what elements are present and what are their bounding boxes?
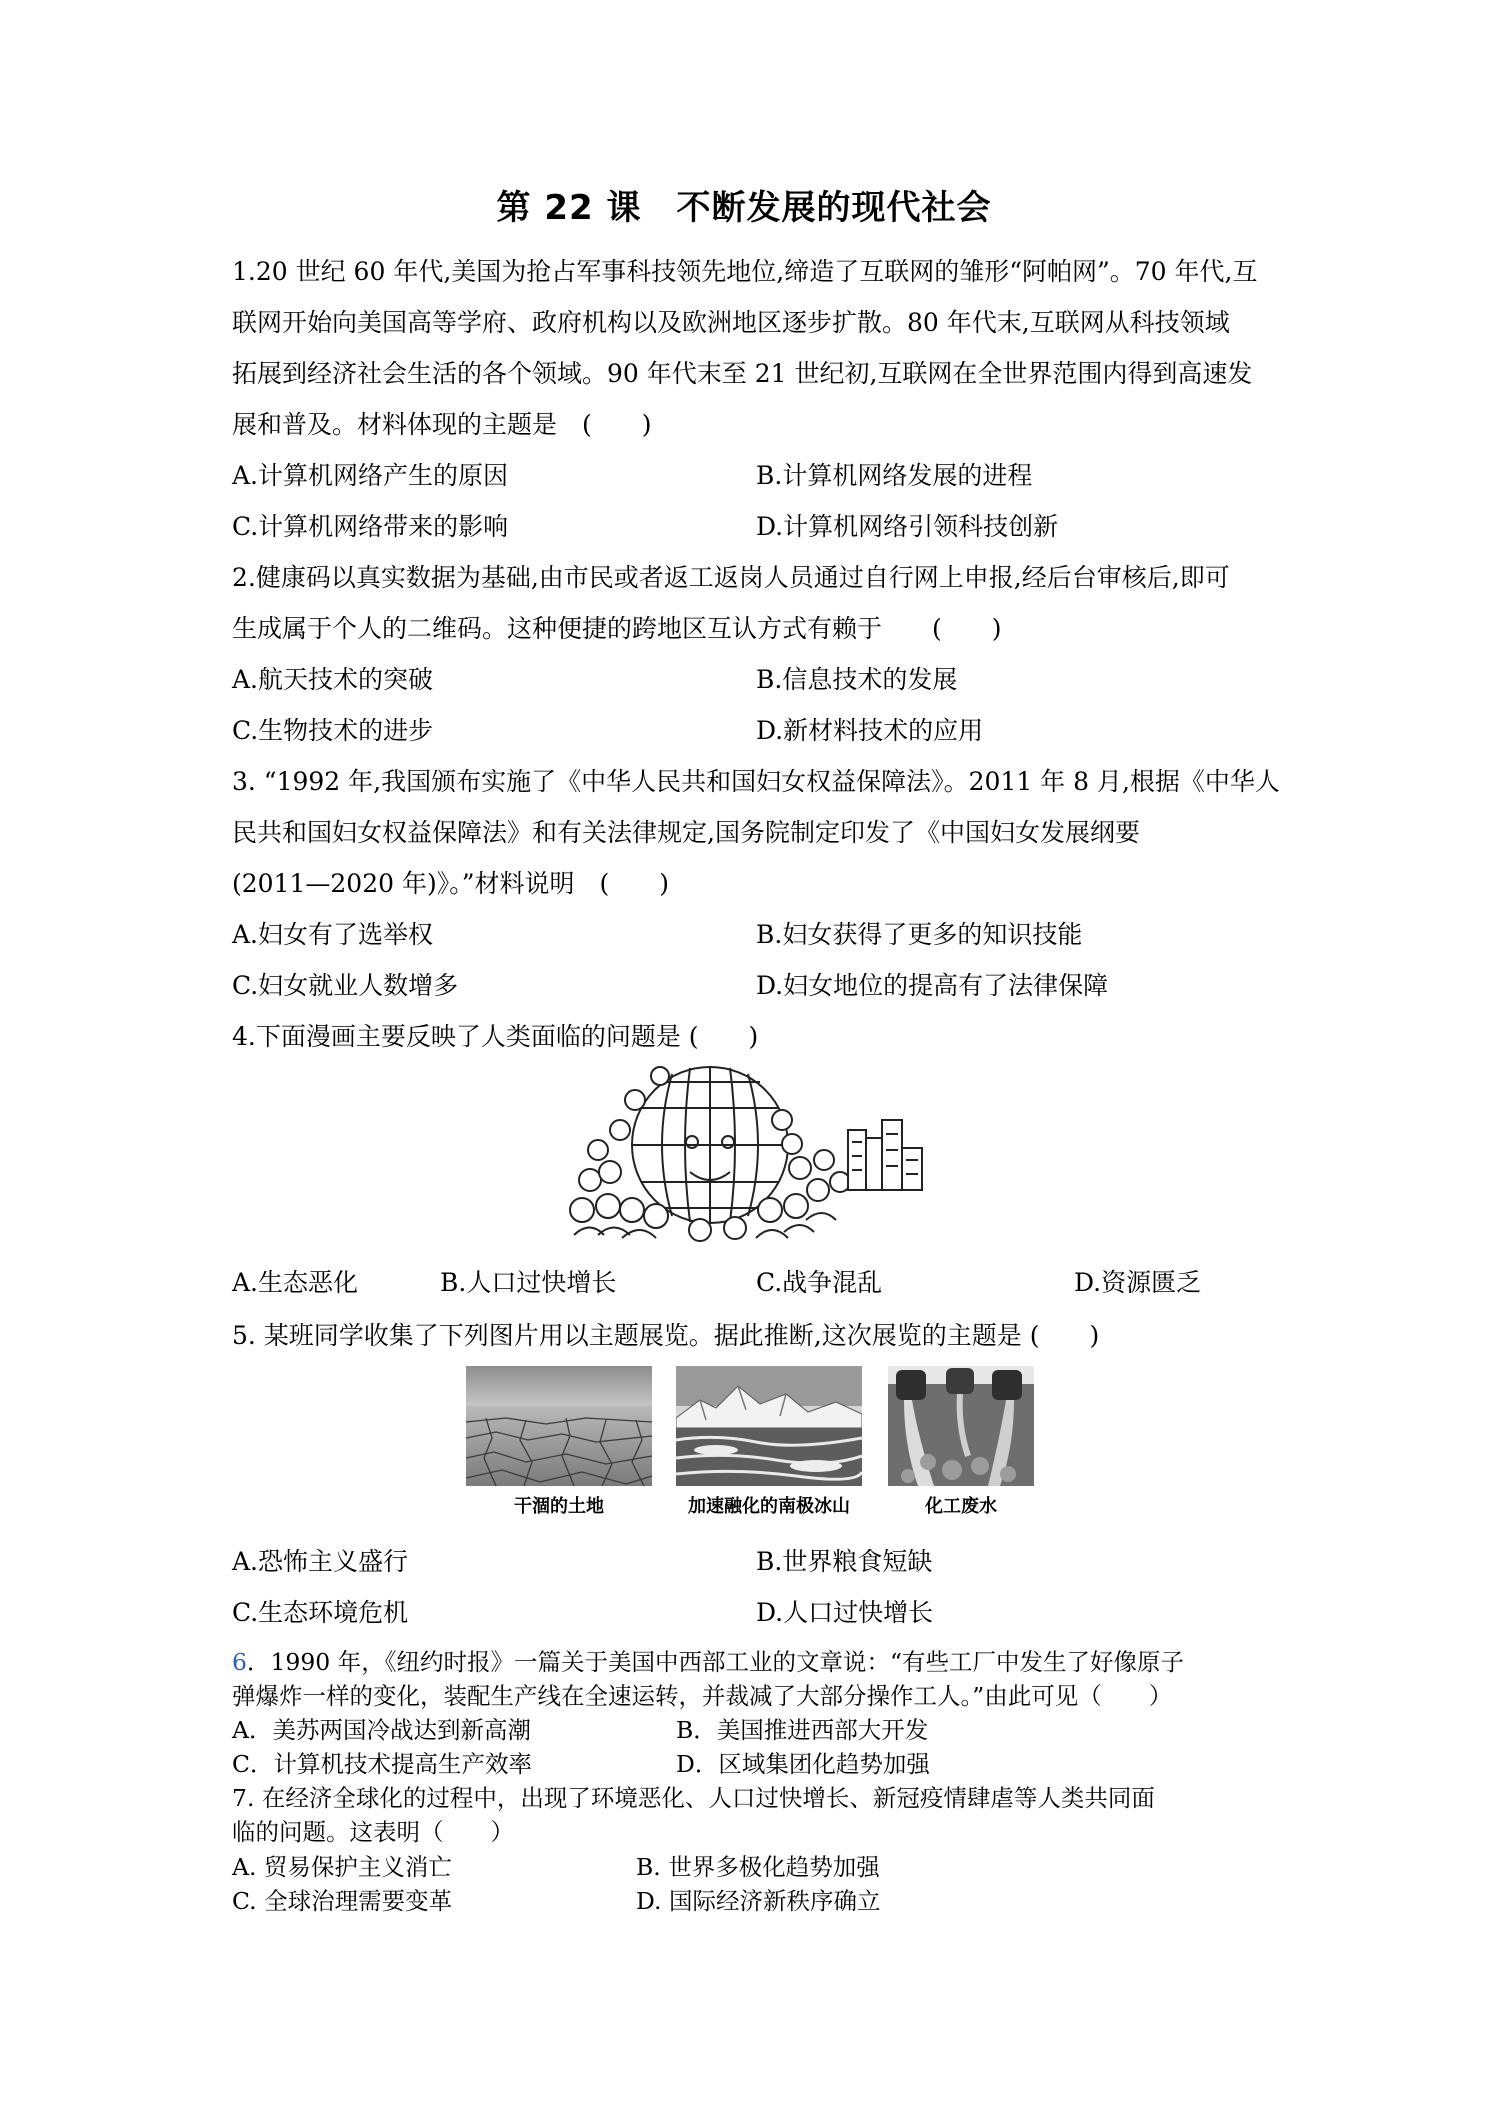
melting-iceberg-photo bbox=[676, 1366, 862, 1486]
q2-line-2: 生成属于个人的二维码。这种便捷的跨地区互认方式有赖于 ( ) bbox=[232, 614, 1002, 643]
q2-option-c: C.生物技术的进步 bbox=[232, 716, 434, 745]
q1-line-3: 拓展到经济社会生活的各个领域。90 年代末至 21 世纪初,互联网在全世界范围内得到高速发 bbox=[232, 359, 1253, 388]
q6-line-1-text: ．1990 年，《纽约时报》一篇关于美国中西部工业的文章说：“有些工厂中发生了好像原子 bbox=[246, 1648, 1184, 1676]
overpopulation-cartoon bbox=[560, 1060, 930, 1246]
q7-option-c: C. 全球治理需要变革 bbox=[232, 1887, 453, 1915]
q6-line-2: 弹爆炸一样的变化，装配生产线在全速运转，并裁减了大部分操作工人。”由此可见（ ） bbox=[232, 1682, 1173, 1710]
q3-line-3: (2011—2020 年)》。”材料说明 ( ) bbox=[232, 869, 669, 898]
q6-option-c: C．计算机技术提高生产效率 bbox=[232, 1750, 532, 1778]
q6-option-d: D．区域集团化趋势加强 bbox=[676, 1750, 930, 1778]
q4-option-d: D.资源匮乏 bbox=[1074, 1268, 1202, 1297]
q2-line-1: 2.健康码以真实数据为基础,由市民或者返工返岗人员通过自行网上申报,经后台审核后,即可 bbox=[232, 563, 1230, 592]
q4-line-1: 4.下面漫画主要反映了人类面临的问题是 ( ) bbox=[232, 1022, 759, 1051]
q6-line-1 bbox=[232, 1643, 1184, 1677]
q4-option-a: A.生态恶化 bbox=[232, 1268, 359, 1297]
q6-option-b: B．美国推进西部大开发 bbox=[676, 1716, 929, 1744]
q1-option-d: D.计算机网络引领科技创新 bbox=[756, 512, 1059, 541]
page-title: 第 22 课 不断发展的现代社会 bbox=[496, 188, 992, 228]
q7-option-a: A. 贸易保护主义消亡 bbox=[232, 1853, 452, 1881]
q3-option-d: D.妇女地位的提高有了法律保障 bbox=[756, 971, 1109, 1000]
q7-option-d: D. 国际经济新秩序确立 bbox=[636, 1887, 881, 1915]
q5-option-d: D.人口过快增长 bbox=[756, 1598, 934, 1627]
dry-land-caption: 干涸的土地 bbox=[514, 1496, 604, 1517]
q2-option-a: A.航天技术的突破 bbox=[232, 665, 434, 694]
q7-line-2: 临的问题。这表明（ ） bbox=[232, 1818, 514, 1846]
melting-iceberg-caption: 加速融化的南极冰山 bbox=[688, 1496, 850, 1517]
q1-line-4: 展和普及。材料体现的主题是 ( ) bbox=[232, 410, 652, 439]
q2-option-d: D.新材料技术的应用 bbox=[756, 716, 984, 745]
q2-option-b: B.信息技术的发展 bbox=[756, 665, 958, 694]
q4-option-c: C.战争混乱 bbox=[756, 1268, 883, 1297]
chemical-wastewater-photo bbox=[888, 1366, 1034, 1486]
q3-option-b: B.妇女获得了更多的知识技能 bbox=[756, 920, 1083, 949]
q4-option-b: B.人口过快增长 bbox=[440, 1268, 617, 1297]
dry-land-photo bbox=[466, 1366, 652, 1486]
q5-line-1: 5. 某班同学收集了下列图片用以主题展览。据此推断,这次展览的主题是 ( ) bbox=[232, 1321, 1100, 1350]
q3-line-2: 民共和国妇女权益保障法》和有关法律规定,国务院制定印发了《中国妇女发展纲要 bbox=[232, 818, 1140, 847]
q1-line-1: 1.20 世纪 60 年代,美国为抢占军事科技领先地位,缔造了互联网的雏形“阿帕网”。70 年代,互 bbox=[232, 257, 1258, 286]
q7-option-b: B. 世界多极化趋势加强 bbox=[636, 1853, 880, 1881]
q3-option-c: C.妇女就业人数增多 bbox=[232, 971, 459, 1000]
q3-option-a: A.妇女有了选举权 bbox=[232, 920, 434, 949]
chemical-wastewater-caption: 化工废水 bbox=[925, 1496, 997, 1517]
q6-option-a: A．美苏两国冷战达到新高潮 bbox=[232, 1716, 531, 1744]
q1-option-c: C.计算机网络带来的影响 bbox=[232, 512, 509, 541]
q5-option-b: B.世界粮食短缺 bbox=[756, 1547, 933, 1576]
q7-line-1: 7. 在经济全球化的过程中，出现了环境恶化、人口过快增长、新冠疫情肆虐等人类共同面 bbox=[232, 1784, 1155, 1812]
q1-option-a: A.计算机网络产生的原因 bbox=[232, 461, 509, 490]
q6-number: 6 bbox=[232, 1648, 247, 1676]
q3-line-1: 3. “1992 年,我国颁布实施了《中华人民共和国妇女权益保障法》。2011 年 8 月,根据《中华人 bbox=[232, 767, 1280, 796]
q5-option-c: C.生态环境危机 bbox=[232, 1598, 409, 1627]
q1-line-2: 联网开始向美国高等学府、政府机构以及欧洲地区逐步扩散。80 年代末,互联网从科技领域 bbox=[232, 308, 1230, 337]
q5-option-a: A.恐怖主义盛行 bbox=[232, 1547, 409, 1576]
q1-option-b: B.计算机网络发展的进程 bbox=[756, 461, 1033, 490]
